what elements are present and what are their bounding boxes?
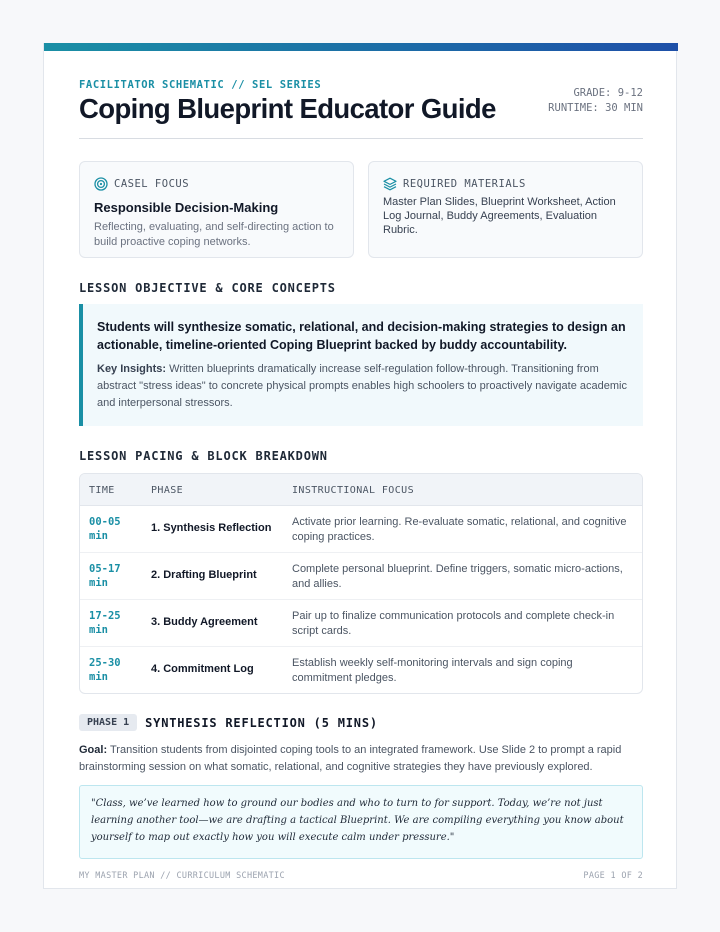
objective-callout [79,304,643,426]
casel-focus-card [79,161,354,258]
goal-text: Transition students from disjointed coping tools to an integrated framework. Use Slide 2 to prompt a rapid brainstorming session on what somatic, relational, and cognitive strategies they have previously explored. [79,744,622,773]
column-header-time: TIME [89,485,115,496]
phase-goal [79,742,643,776]
accent-bar [44,43,678,51]
meta-info [548,86,643,116]
card-label: CASEL FOCUS [114,178,190,190]
document-page [43,43,677,889]
goal-label: Goal: [79,744,108,756]
objective-statement: Students will synthesize somatic, relational, and decision-making strategies to design an actionable, timeline-oriented Coping Blueprint backed by buddy accountability. [97,320,626,352]
phase-heading [79,714,378,731]
row-phase: 4. Commitment Log [151,663,254,675]
table-row [80,553,642,600]
footer-left: MY MASTER PLAN // CURRICULUM SCHEMATIC [79,871,285,881]
table-row [80,647,642,694]
row-focus: Pair up to finalize communication protocols and complete check-in script cards. [292,610,615,637]
row-time: 05-17 min [89,563,121,589]
phase-title: SYNTHESIS REFLECTION (5 MINS) [145,715,378,730]
row-time: 00-05 min [89,516,121,542]
layers-icon [383,177,397,191]
key-insights-text: Written blueprints dramatically increase self-regulation follow-through. Transitioning from abstract "stress ideas" to concrete physical prompts enables high schoolers to proactively navigate academic and interpersonal stressors. [97,363,627,409]
target-icon [94,177,108,191]
materials-list: Master Plan Slides, Blueprint Worksheet, Action Log Journal, Buddy Agreements, Evaluation Rubric. [383,196,616,236]
required-materials-card [368,161,643,258]
table-row [80,506,642,553]
page-footer [79,871,643,881]
column-header-phase: PHASE [151,485,184,496]
header-divider [79,138,643,139]
kicker: FACILITATOR SCHEMATIC // SEL SERIES [79,79,322,91]
facilitator-script-quote [79,785,643,859]
row-phase: 1. Synthesis Reflection [151,522,272,534]
key-insights-label: Key Insights: [97,363,167,375]
row-time: 25-30 min [89,657,121,683]
table-header [80,474,642,506]
page-title: Coping Blueprint Educator Guide [79,93,496,124]
grade-label: GRADE: 9-12 [573,87,643,99]
row-focus: Establish weekly self-monitoring intervals and sign coping commitment pledges. [292,657,573,684]
quote-text: "Class, we’ve learned how to ground our bodies and who to turn to for support. Today, we’re not just learning another tool—we are drafting a tactical Blueprint. We are compiling everything you know about yourself to map out exactly how you will execute calm under pressure." [91,798,624,843]
row-phase: 2. Drafting Blueprint [151,569,257,581]
objective-heading: LESSON OBJECTIVE & CORE CONCEPTS [79,281,336,295]
page-number: PAGE 1 OF 2 [583,871,643,881]
key-insights [97,361,627,412]
column-header-focus: INSTRUCTIONAL FOCUS [292,485,414,496]
pacing-heading: LESSON PACING & BLOCK BREAKDOWN [79,449,328,463]
table-row [80,600,642,647]
row-time: 17-25 min [89,610,121,636]
row-phase: 3. Buddy Agreement [151,616,258,628]
card-description: Reflecting, evaluating, and self-directing action to build proactive coping networks. [94,221,334,248]
pacing-table [79,473,643,694]
card-label: REQUIRED MATERIALS [403,178,526,190]
row-focus: Complete personal blueprint. Define triggers, somatic micro-actions, and allies. [292,563,623,590]
runtime-label: RUNTIME: 30 MIN [548,102,643,114]
row-focus: Activate prior learning. Re-evaluate somatic, relational, and cognitive coping practices. [292,516,627,543]
phase-badge: PHASE 1 [79,714,137,731]
card-title: Responsible Decision-Making [94,200,279,215]
